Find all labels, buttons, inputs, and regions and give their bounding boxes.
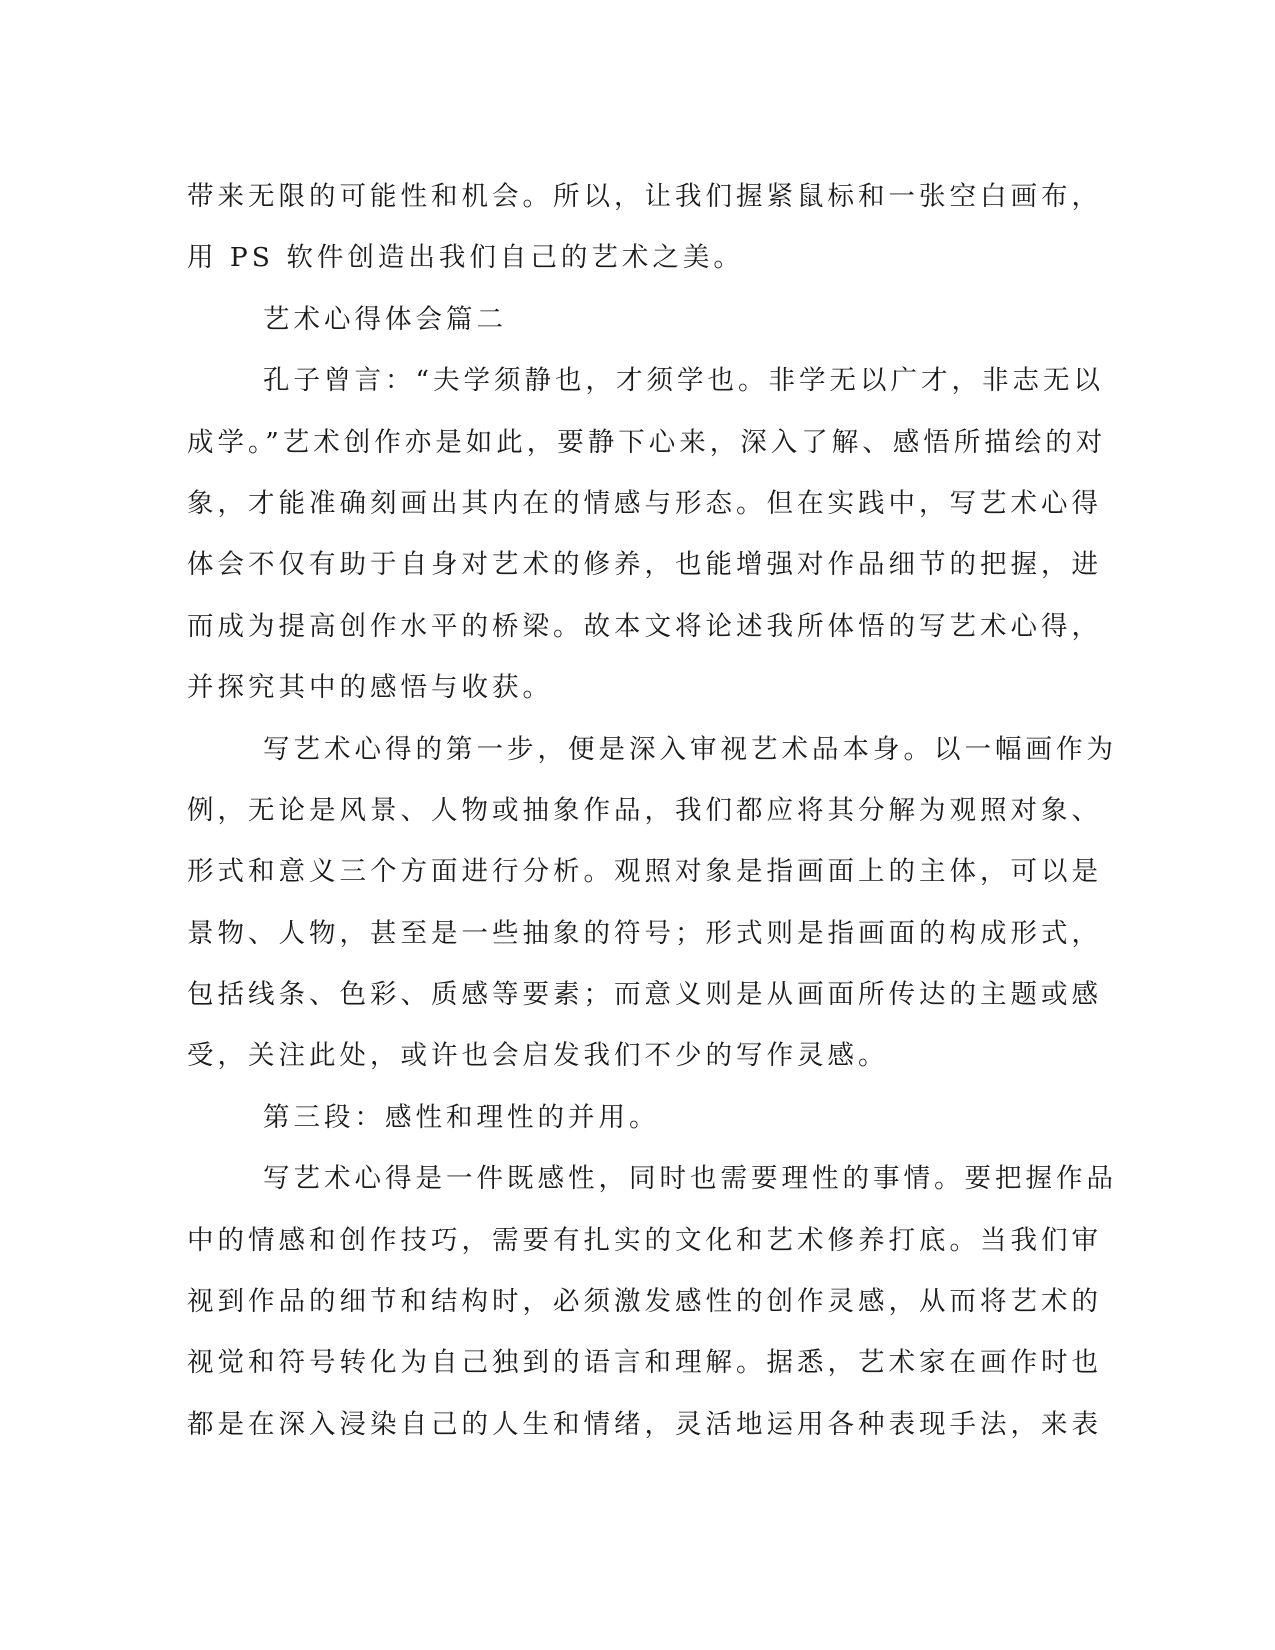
text-line: 视到作品的细节和结构时，必须激发感性的创作灵感，从而将艺术的 <box>187 1286 1102 1318</box>
text-line: 成学。”艺术创作亦是如此，要静下心来，深入了解、感悟所描绘的对 <box>187 426 1107 458</box>
text-line: 写艺术心得的第一步，便是深入审视艺术品本身。以一幅画作为 <box>263 733 1117 765</box>
text-line: 写艺术心得是一件既感性，同时也需要理性的事情。要把握作品 <box>263 1163 1117 1195</box>
text-line: 而成为提高创作水平的桥梁。故本文将论述我所体悟的写艺术心得， <box>187 610 1102 642</box>
text-line: 中的情感和创作技巧，需要有扎实的文化和艺术修养打底。当我们审 <box>187 1224 1102 1256</box>
text-line: 受，关注此处，或许也会启发我们不少的写作灵感。 <box>187 1040 889 1072</box>
text-line: 形式和意义三个方面进行分析。观照对象是指画面上的主体，可以是 <box>187 856 1102 888</box>
text-line: 用 PS 软件创造出我们自己的艺术之美。 <box>187 242 744 274</box>
text-line: 孔子曾言：“夫学须静也，才须学也。非学无以广才，非志无以 <box>263 365 1105 397</box>
text-line: 象，才能准确刻画出其内在的情感与形态。但在实践中，写艺术心得 <box>187 487 1102 519</box>
text-line: 视觉和符号转化为自己独到的语言和理解。据悉，艺术家在画作时也 <box>187 1347 1102 1379</box>
text-line: 都是在深入浸染自己的人生和情绪，灵活地运用各种表现手法，来表 <box>187 1408 1102 1440</box>
section-heading: 第三段：感性和理性的并用。 <box>263 1101 660 1133</box>
text-line: 并探究其中的感悟与收获。 <box>187 672 553 704</box>
section-heading: 艺术心得体会篇二 <box>263 303 507 335</box>
text-line: 包括线条、色彩、质感等要素；而意义则是从画面所传达的主题或感 <box>187 979 1102 1011</box>
document-body <box>187 166 1117 1455</box>
text-line: 景物、人物，甚至是一些抽象的符号；形式则是指画面的构成形式， <box>187 917 1102 949</box>
text-line: 体会不仅有助于自身对艺术的修养，也能增强对作品细节的把握，进 <box>187 549 1102 581</box>
text-line: 带来无限的可能性和机会。所以，让我们握紧鼠标和一张空白画布， <box>187 181 1102 212</box>
text-line: 例，无论是风景、人物或抽象作品，我们都应将其分解为观照对象、 <box>187 794 1102 826</box>
